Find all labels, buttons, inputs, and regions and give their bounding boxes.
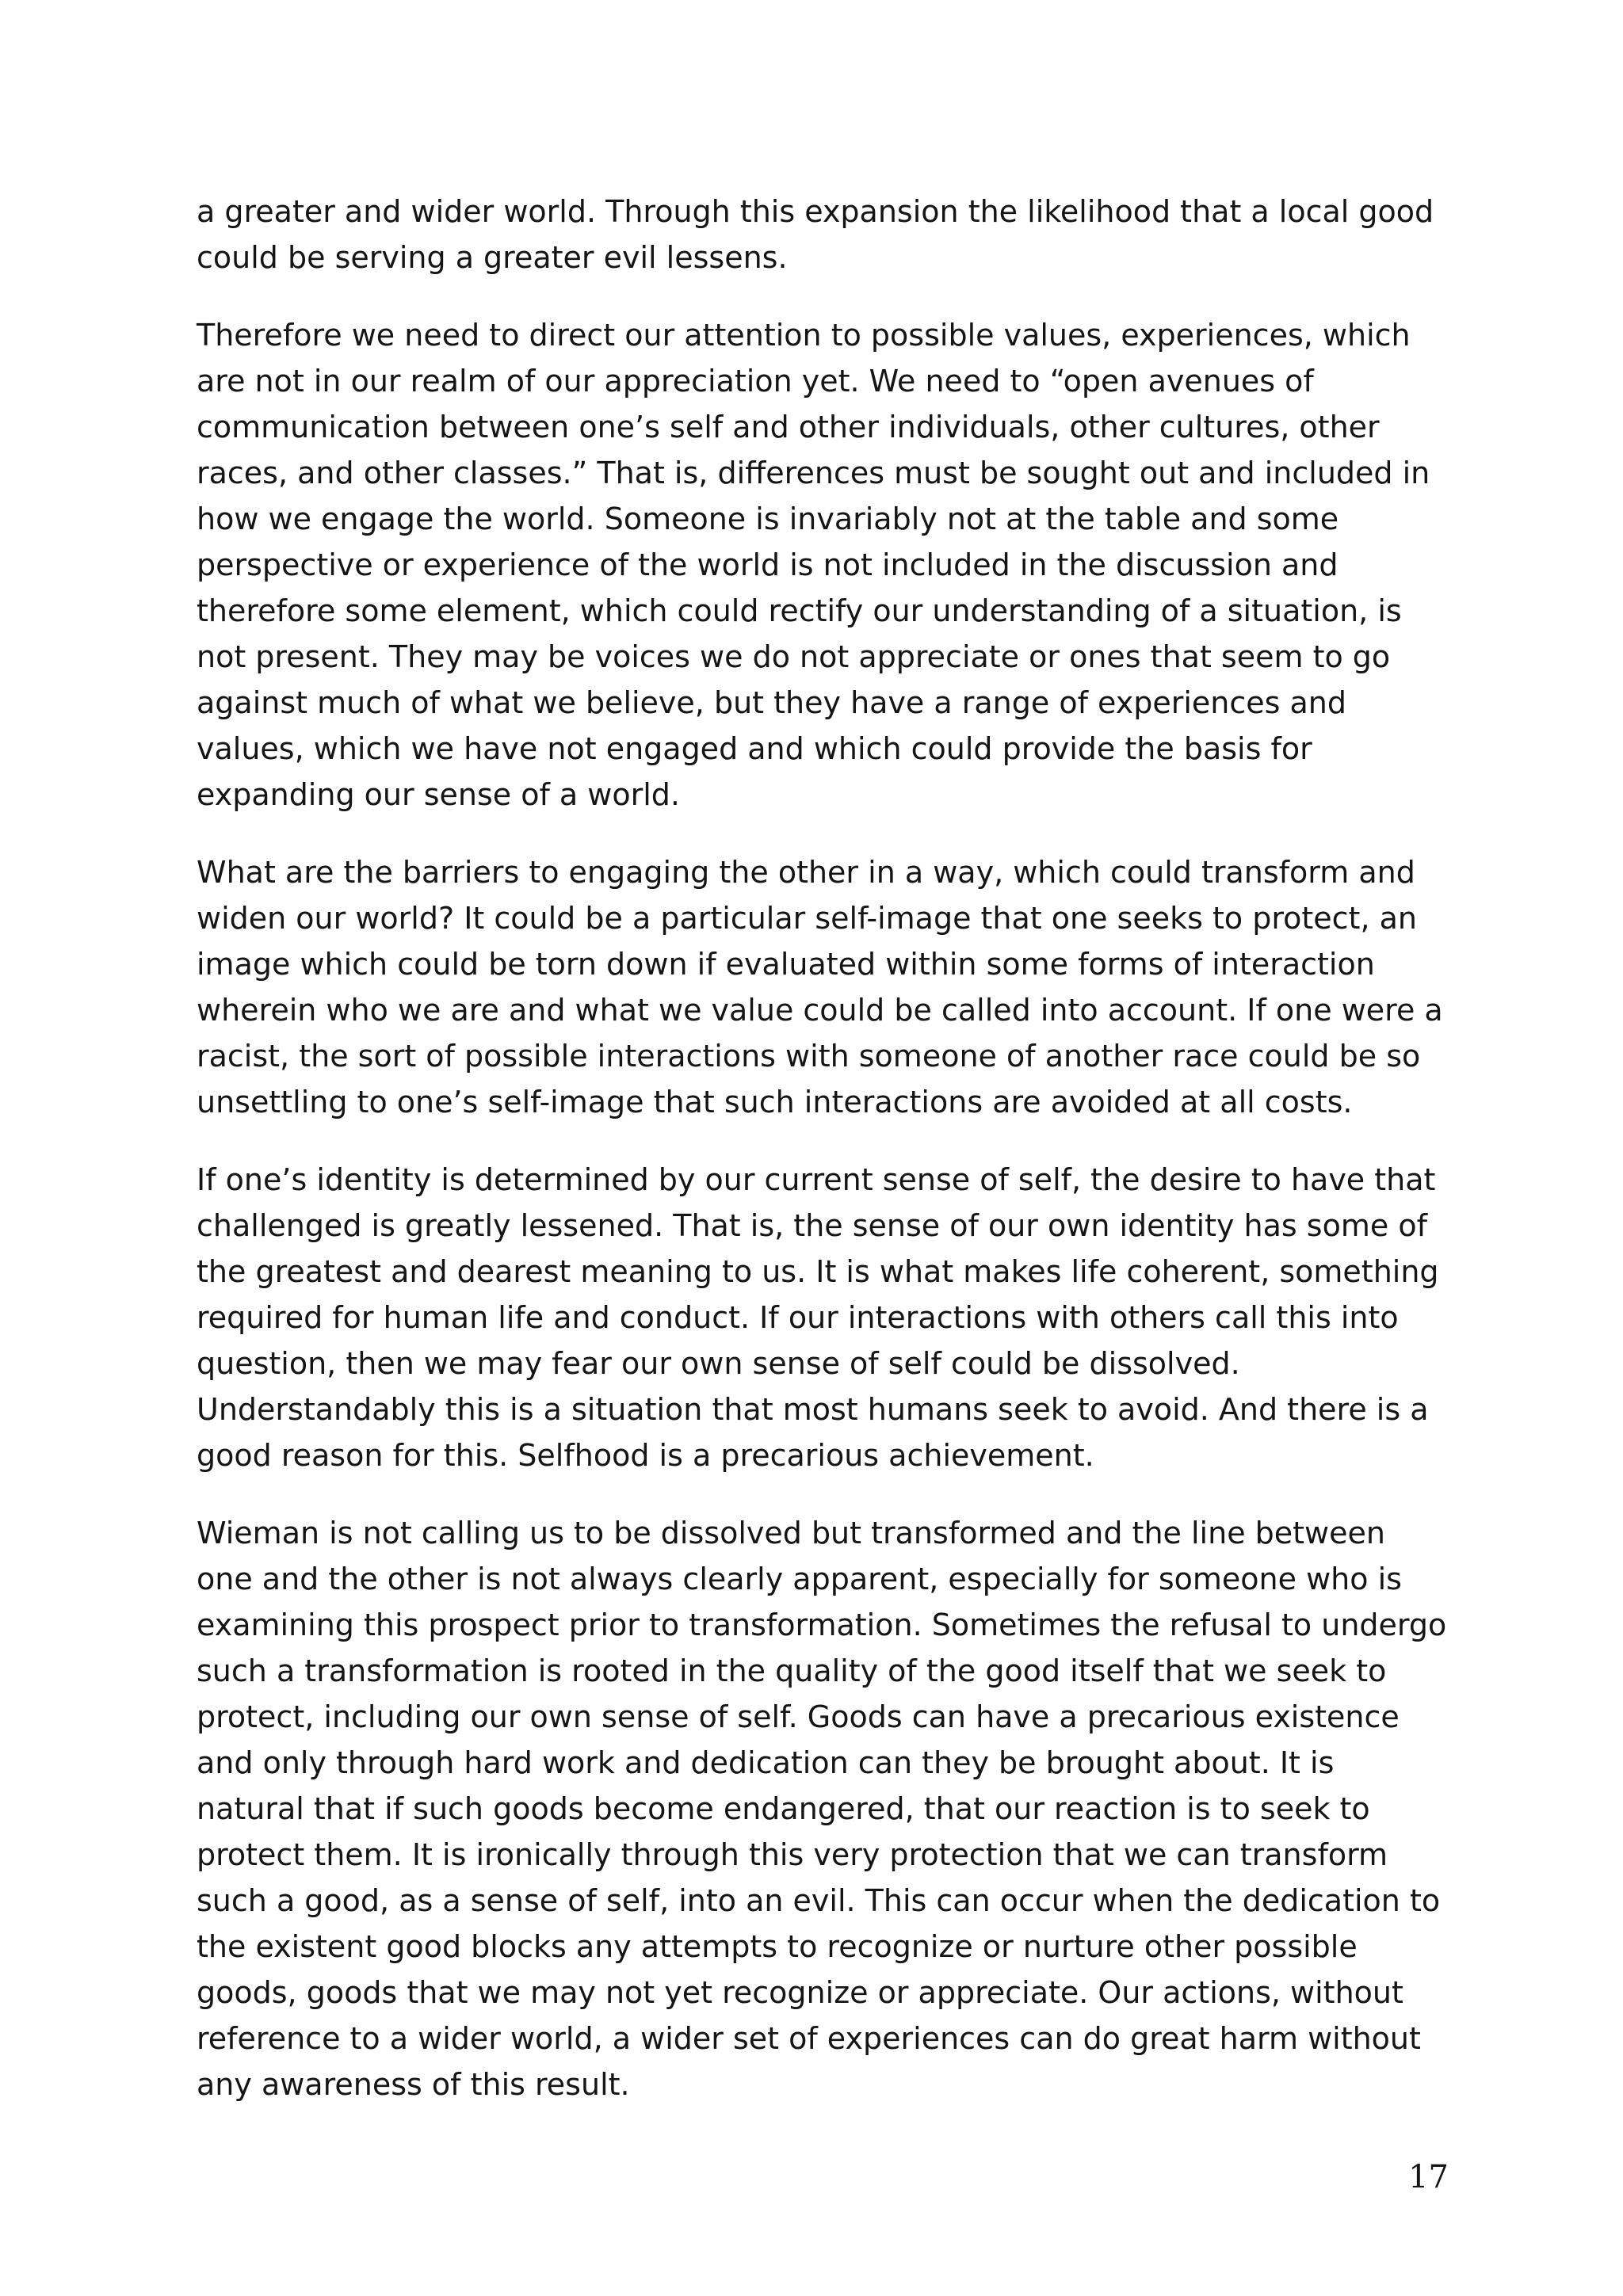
- paragraph-2: Therefore we need to direct our attention to possible values, experiences, which are not in our realm of our appreciation yet. We need to “open avenues of communication between one’s self and other individuals, other cultures, other races, and other classes.” That is, differences must be sought out and included in how we engage the world. Someone is invariably not at the table and some perspective or experience of the world is not included in the discussion and therefore some element, which could rectify our understanding of a situation, is not present. They may be voices we do not appreciate or ones that seem to go against much of what we believe, but they have a range of experiences and values, which we have not engaged and which could provide the basis for expanding our sense of a world.: [197, 318, 1430, 812]
- page-body: [197, 189, 1449, 2139]
- paragraph-1: a greater and wider world. Through this expansion the likelihood that a local good could be serving a greater evil lessens.: [197, 194, 1434, 275]
- page-number: 17: [1408, 2159, 1449, 2195]
- paragraph-4: If one’s identity is determined by our current sense of self, the desire to have that challenged is greatly lessened. That is, the sense of our own identity has some of the greatest and dearest meaning to us. It is what makes life coherent, something required for human life and conduct. If our interactions with others call this into question, then we may fear our own sense of self could be dissolved. Understandably this is a situation that most humans seek to avoid. And there is a good reason for this. Selfhood is a precarious achievement.: [197, 1162, 1439, 1473]
- paragraph-5: Wieman is not calling us to be dissolved but transformed and the line between one and the other is not always clearly apparent, especially for someone who is examining this prospect prior to transformation. Sometimes the refusal to undergo such a transformation is rooted in the quality of the good itself that we seek to protect, including our own sense of self. Goods can have a precarious existence and only through hard work and dedication can they be brought about. It is natural that if such goods become endangered, that our reaction is to seek to protect them. It is ironically through this very protection that we can transform such a good, as a sense of self, into an evil. This can occur when the dedication to the existent good blocks any attempts to recognize or nurture other possible goods, goods that we may not yet recognize or appreciate. Our actions, without reference to a wider world, a wider set of experiences can do great harm without any awareness of this result.: [197, 1516, 1447, 2102]
- paragraph-3: What are the barriers to engaging the other in a way, which could transform and widen our world? It could be a particular self-image that one seeks to protect, an image which could be torn down if evaluated within some forms of interaction wherein who we are and what we value could be called into account. If one were a racist, the sort of possible interactions with someone of another race could be so unsettling to one’s self-image that such interactions are avoided at all costs.: [197, 855, 1443, 1119]
